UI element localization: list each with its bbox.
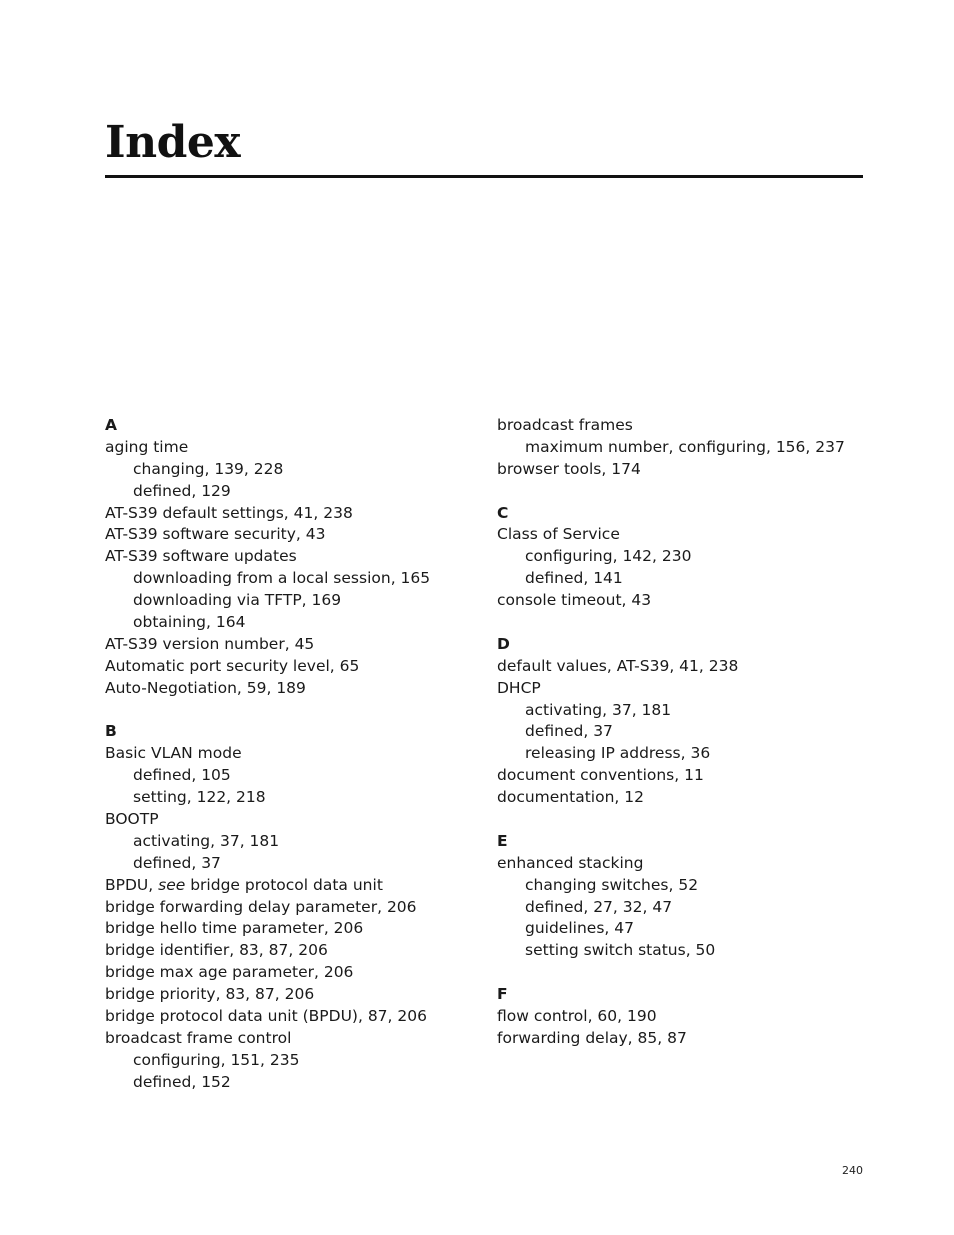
index-entry: BOOTP [105, 810, 159, 829]
index-subentry: defined, 152 [133, 1072, 231, 1091]
index-subentry: changing, 139, 228 [133, 459, 284, 478]
index-entry: bridge forwarding delay parameter, 206 [105, 897, 417, 916]
index-subentry: maximum number, configuring, 156, 237 [525, 437, 845, 456]
index-subentry: defined, 27, 32, 47 [525, 897, 673, 916]
index-subentry: defined, 37 [525, 722, 613, 741]
index-entry: browser tools, 174 [497, 459, 641, 478]
section-spacer [497, 962, 877, 984]
index-entry: AT-S39 default settings, 41, 238 [105, 503, 353, 522]
index-entry: document conventions, 11 [497, 766, 704, 785]
section-spacer [105, 700, 485, 722]
index-entry: aging time [105, 437, 189, 456]
page-title: Index [105, 117, 241, 168]
index-entry: AT-S39 software security, 43 [105, 525, 326, 544]
index-column-left [105, 415, 485, 1094]
index-entry: console timeout, 43 [497, 591, 652, 610]
index-section-letter: A [105, 416, 117, 434]
index-subentry: defined, 105 [133, 766, 231, 785]
index-entry: bridge max age parameter, 206 [105, 963, 354, 982]
index-subentry: setting, 122, 218 [133, 788, 266, 807]
index-section-letter: B [105, 722, 117, 741]
index-entry: Class of Service [497, 525, 620, 544]
index-entry: forwarding delay, 85, 87 [497, 1028, 687, 1047]
index-section-letter: F [497, 985, 508, 1004]
index-subentry: defined, 141 [525, 569, 623, 588]
index-subentry: obtaining, 164 [133, 613, 246, 632]
index-entry: DHCP [497, 678, 541, 697]
index-subentry: setting switch status, 50 [525, 941, 716, 960]
index-entry: default values, AT-S39, 41, 238 [497, 656, 739, 675]
index-subentry: defined, 129 [133, 481, 231, 500]
index-entry: bridge priority, 83, 87, 206 [105, 985, 315, 1004]
index-entry: flow control, 60, 190 [497, 1007, 657, 1026]
index-section-letter: D [497, 634, 510, 653]
section-spacer [497, 481, 877, 503]
index-subentry: configuring, 142, 230 [525, 547, 692, 566]
index-subentry: releasing IP address, 36 [525, 744, 711, 763]
index-section-letter: E [497, 831, 508, 850]
index-entry: Auto-Negotiation, 59, 189 [105, 678, 306, 697]
title-rule [105, 175, 863, 178]
index-subentry: activating, 37, 181 [133, 831, 280, 850]
index-entry: bridge identifier, 83, 87, 206 [105, 941, 328, 960]
index-subentry: configuring, 151, 235 [133, 1050, 300, 1069]
index-entry: documentation, 12 [497, 788, 644, 807]
see-reference-target: bridge protocol data unit [185, 875, 383, 894]
index-subentry: downloading from a local session, 165 [133, 569, 431, 588]
index-entry: bridge protocol data unit (BPDU), 87, 206 [105, 1007, 427, 1026]
section-spacer [497, 612, 877, 634]
index-subentry: changing switches, 52 [525, 875, 699, 894]
index-entry: AT-S39 software updates [105, 547, 297, 566]
section-spacer [497, 809, 877, 831]
index-entry: broadcast frames [497, 416, 633, 434]
index-entry: AT-S39 version number, 45 [105, 634, 315, 653]
index-subentry: defined, 37 [133, 853, 221, 872]
index-subentry: downloading via TFTP, 169 [133, 591, 342, 610]
index-subentry: activating, 37, 181 [525, 700, 672, 719]
index-entry: Automatic port security level, 65 [105, 656, 360, 675]
index-entry: Basic VLAN mode [105, 744, 242, 763]
index-subentry: guidelines, 47 [525, 919, 634, 938]
index-entry: enhanced stacking [497, 853, 644, 872]
index-entry: broadcast frame control [105, 1028, 292, 1047]
see-reference-label: see [158, 875, 186, 894]
index-entry: bridge hello time parameter, 206 [105, 919, 364, 938]
index-entry-term: BPDU, [105, 875, 159, 894]
page-number: 240 [842, 1164, 863, 1177]
index-section-letter: C [497, 503, 509, 522]
index-entry [105, 875, 485, 897]
index-column-right [497, 415, 877, 1050]
